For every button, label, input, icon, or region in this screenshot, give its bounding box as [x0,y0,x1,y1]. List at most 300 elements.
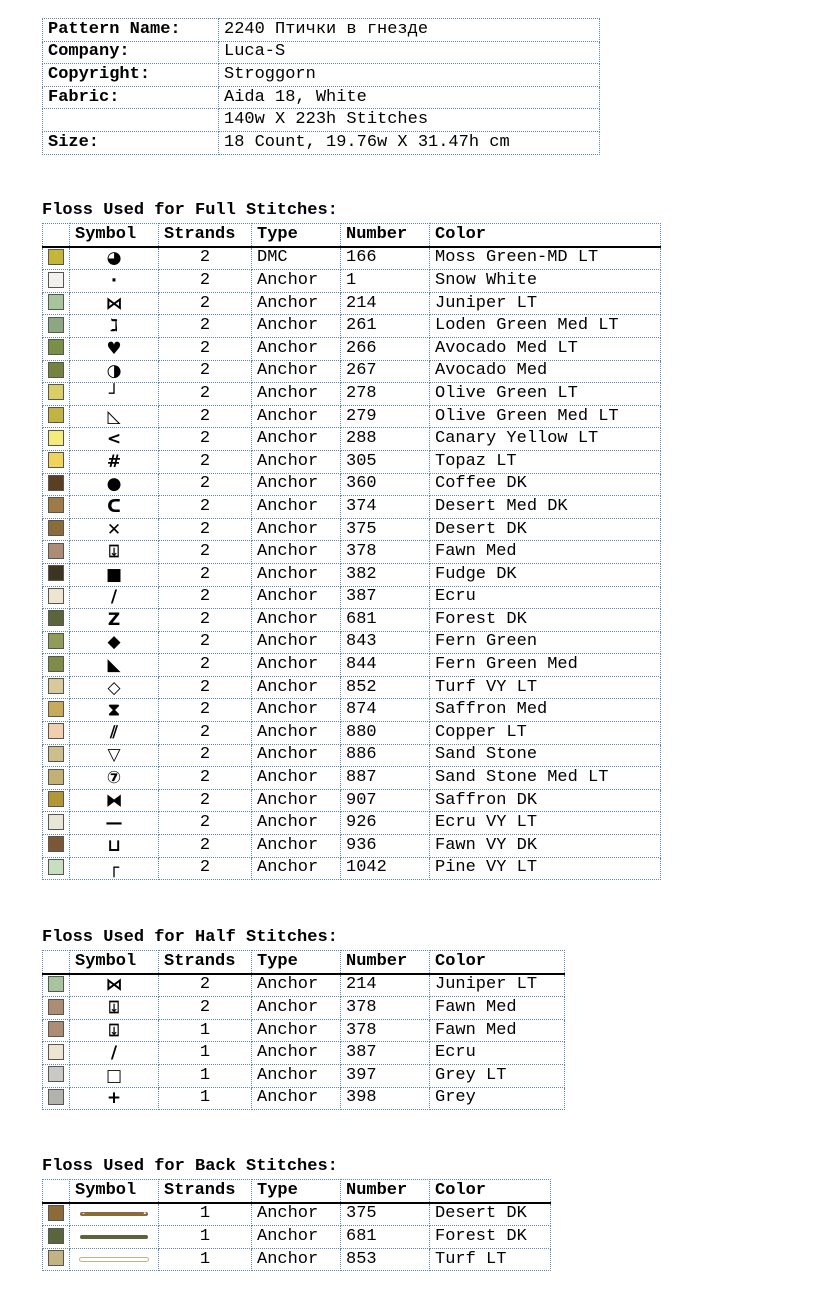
table-row [43,1042,565,1065]
strands-cell: 2 [159,676,252,699]
color-name-cell: Topaz LT [430,450,661,473]
type-header: Type [252,1180,341,1203]
swatch-cell [43,857,70,880]
number-cell: 214 [341,292,430,315]
color-swatch [48,497,64,513]
color-name-cell: Olive Green LT [430,383,661,406]
strands-cell: 2 [159,857,252,880]
number-cell: 844 [341,654,430,677]
strands-cell: 1 [159,1248,252,1271]
type-cell: Anchor [252,315,341,338]
type-cell: Anchor [252,1019,341,1042]
symbol-cell: ℷ [70,315,159,338]
back-stitches-table [42,1179,551,1271]
info-label: Size: [43,131,219,154]
swatch-cell [43,1248,70,1271]
swatch-cell [43,812,70,835]
swatch-cell [43,609,70,632]
swatch-cell [43,518,70,541]
table-row [43,609,661,632]
color-swatch [48,407,64,423]
swatch-cell [43,767,70,790]
table-row [43,974,565,997]
symbol-cell: # [70,450,159,473]
strands-header: Strands [159,951,252,974]
color-swatch [48,999,64,1015]
symbol-cell: ⋈ [70,974,159,997]
number-cell: 374 [341,496,430,519]
table-row [43,247,661,270]
symbol-cell: ♥ [70,337,159,360]
swatch-cell [43,247,70,270]
color-swatch [48,249,64,265]
color-swatch [48,723,64,739]
color-swatch [48,1228,64,1244]
type-cell: Anchor [252,541,341,564]
number-cell: 279 [341,405,430,428]
strands-cell: 2 [159,428,252,451]
number-cell: 375 [341,1203,430,1226]
table-row [43,1226,551,1249]
half-stitches-table [42,950,565,1110]
type-cell: Anchor [252,496,341,519]
color-name-cell: Sand Stone Med LT [430,767,661,790]
color-name-cell: Coffee DK [430,473,661,496]
number-cell: 387 [341,586,430,609]
table-row [43,767,661,790]
pattern-info-table [42,18,600,155]
back-stitches-title: Floss Used for Back Stitches: [42,1157,338,1176]
info-row [43,131,600,154]
table-row [43,676,661,699]
table-header [43,951,565,974]
color-name-cell: Juniper LT [430,292,661,315]
symbol-cell: / [70,586,159,609]
table-row [43,1019,565,1042]
symbol-cell: ┘ [70,383,159,406]
info-row [43,41,600,64]
table-row [43,496,661,519]
color-swatch [48,1250,64,1266]
color-swatch [48,746,64,762]
number-cell: 278 [341,383,430,406]
type-cell: Anchor [252,997,341,1020]
backstitch-line-icon [79,1257,149,1262]
table-row [43,744,661,767]
color-swatch [48,836,64,852]
symbol-cell: □ [70,1064,159,1087]
type-cell: Anchor [252,722,341,745]
strands-cell: 2 [159,722,252,745]
number-cell: 378 [341,1019,430,1042]
info-row [43,86,600,109]
type-cell: Anchor [252,473,341,496]
swatch-cell [43,1203,70,1226]
number-cell: 382 [341,563,430,586]
color-swatch [48,362,64,378]
type-cell: Anchor [252,789,341,812]
type-cell: Anchor [252,450,341,473]
symbol-cell: ◇ [70,676,159,699]
color-swatch [48,384,64,400]
color-name-cell: Juniper LT [430,974,565,997]
symbol-cell: ⧗ [70,699,159,722]
number-cell: 378 [341,541,430,564]
swatch-cell [43,315,70,338]
color-name-cell: Fawn VY DK [430,835,661,858]
number-header: Number [341,224,430,247]
color-header: Color [430,224,661,247]
swatch-cell [43,405,70,428]
number-cell: 880 [341,722,430,745]
info-value: 140w X 223h Stitches [219,109,600,132]
color-swatch [48,678,64,694]
symbol-cell: Z [70,609,159,632]
color-swatch [48,1021,64,1037]
strands-cell: 2 [159,337,252,360]
table-row [43,337,661,360]
table-row [43,383,661,406]
swatch-cell [43,496,70,519]
color-name-cell: Turf LT [430,1248,551,1271]
strands-cell: 2 [159,744,252,767]
strands-cell: 1 [159,1042,252,1065]
type-cell: Anchor [252,654,341,677]
number-cell: 886 [341,744,430,767]
type-cell: Anchor [252,1064,341,1087]
symbol-cell: + [70,1087,159,1110]
number-cell: 1042 [341,857,430,880]
color-swatch [48,610,64,626]
swatch-cell [43,1226,70,1249]
type-header: Type [252,224,341,247]
color-swatch [48,339,64,355]
color-swatch [48,272,64,288]
color-swatch [48,769,64,785]
type-cell: Anchor [252,812,341,835]
color-swatch [48,701,64,717]
table-row [43,722,661,745]
strands-cell: 2 [159,563,252,586]
color-name-cell: Forest DK [430,609,661,632]
color-name-cell: Fern Green [430,631,661,654]
strands-cell: 2 [159,496,252,519]
strands-cell: 2 [159,974,252,997]
table-row [43,292,661,315]
number-cell: 936 [341,835,430,858]
color-swatch [48,430,64,446]
table-row [43,1087,565,1110]
color-swatch [48,976,64,992]
symbol-cell: ⊔ [70,835,159,858]
strands-cell: 2 [159,654,252,677]
symbol-cell: / [70,1042,159,1065]
table-row [43,270,661,293]
symbol-header: Symbol [70,224,159,247]
color-name-cell: Grey [430,1087,565,1110]
number-cell: 926 [341,812,430,835]
table-row [43,997,565,1020]
number-cell: 378 [341,997,430,1020]
number-cell: 397 [341,1064,430,1087]
type-cell: Anchor [252,563,341,586]
type-cell: Anchor [252,383,341,406]
swatch-cell [43,360,70,383]
strands-cell: 2 [159,631,252,654]
color-name-cell: Copper LT [430,722,661,745]
number-cell: 288 [341,428,430,451]
info-label: Company: [43,41,219,64]
strands-header: Strands [159,224,252,247]
type-cell: Anchor [252,974,341,997]
table-header [43,224,661,247]
color-swatch [48,543,64,559]
color-name-cell: Desert Med DK [430,496,661,519]
swatch-cell [43,586,70,609]
symbol-cell: ◕ [70,247,159,270]
table-row [43,789,661,812]
swatch-cell [43,563,70,586]
info-label [43,109,219,132]
symbol-cell: ◆ [70,631,159,654]
strands-cell: 1 [159,1019,252,1042]
number-cell: 843 [341,631,430,654]
table-row [43,360,661,383]
color-name-cell: Loden Green Med LT [430,315,661,338]
color-swatch [48,588,64,604]
number-cell: 360 [341,473,430,496]
symbol-cell: ᑕ [70,496,159,519]
number-cell: 261 [341,315,430,338]
table-row [43,857,661,880]
symbol-cell: ⫽ [70,722,159,745]
table-row [43,631,661,654]
type-cell: Anchor [252,360,341,383]
color-name-cell: Pine VY LT [430,857,661,880]
info-value: 2240 Птички в гнезде [219,19,600,42]
color-swatch [48,452,64,468]
symbol-cell: ◺ [70,405,159,428]
symbol-cell: ◑ [70,360,159,383]
symbol-cell: < [70,428,159,451]
swatch-cell [43,744,70,767]
symbol-cell: ■ [70,563,159,586]
number-cell: 387 [341,1042,430,1065]
type-cell: Anchor [252,631,341,654]
backstitch-line-icon [80,1212,148,1216]
color-name-cell: Fern Green Med [430,654,661,677]
symbol-cell: ◣ [70,654,159,677]
color-swatch [48,317,64,333]
table-row [43,428,661,451]
strands-cell: 2 [159,270,252,293]
color-name-cell: Ecru VY LT [430,812,661,835]
type-cell: Anchor [252,1203,341,1226]
full-stitches-table [42,223,661,880]
color-name-cell: Ecru [430,586,661,609]
backstitch-line-icon [80,1235,148,1239]
color-name-cell: Olive Green Med LT [430,405,661,428]
symbol-cell: ⋈ [70,292,159,315]
strands-cell: 2 [159,360,252,383]
number-cell: 267 [341,360,430,383]
color-name-cell: Fawn Med [430,541,661,564]
strands-cell: 2 [159,405,252,428]
info-row [43,109,600,132]
table-row [43,1064,565,1087]
type-cell: Anchor [252,1087,341,1110]
type-cell: Anchor [252,1226,341,1249]
color-name-cell: Desert DK [430,1203,551,1226]
color-name-cell: Fawn Med [430,1019,565,1042]
color-swatch [48,565,64,581]
color-name-cell: Snow White [430,270,661,293]
swatch-cell [43,337,70,360]
full-stitches-title: Floss Used for Full Stitches: [42,201,338,220]
info-label: Copyright: [43,64,219,87]
info-value: Aida 18, White [219,86,600,109]
color-swatch [48,1044,64,1060]
color-name-cell: Avocado Med LT [430,337,661,360]
number-header: Number [341,1180,430,1203]
strands-cell: 2 [159,812,252,835]
type-cell: Anchor [252,518,341,541]
type-header: Type [252,951,341,974]
table-row [43,315,661,338]
swatch-cell [43,1042,70,1065]
type-cell: Anchor [252,292,341,315]
color-name-cell: Turf VY LT [430,676,661,699]
table-row [43,1248,551,1271]
symbol-cell: ⍗ [70,1019,159,1042]
table-row [43,654,661,677]
strands-cell: 2 [159,292,252,315]
strands-cell: 2 [159,789,252,812]
strands-cell: 2 [159,315,252,338]
table-header [43,1180,551,1203]
color-swatch [48,814,64,830]
symbol-cell: ⧓ [70,789,159,812]
symbol-cell: — [70,812,159,835]
strands-cell: 2 [159,383,252,406]
swatch-cell [43,541,70,564]
number-cell: 1 [341,270,430,293]
strands-cell: 2 [159,767,252,790]
type-cell: Anchor [252,744,341,767]
color-name-cell: Fudge DK [430,563,661,586]
color-name-cell: Saffron DK [430,789,661,812]
type-cell: Anchor [252,609,341,632]
type-cell: Anchor [252,767,341,790]
symbol-cell: ✕ [70,518,159,541]
color-swatch [48,1089,64,1105]
color-name-cell: Fawn Med [430,997,565,1020]
strands-cell: 1 [159,1203,252,1226]
half-stitches-title: Floss Used for Half Stitches: [42,928,338,947]
type-cell: Anchor [252,1248,341,1271]
strands-cell: 1 [159,1226,252,1249]
strands-cell: 1 [159,1087,252,1110]
color-name-cell: Saffron Med [430,699,661,722]
info-label: Pattern Name: [43,19,219,42]
number-cell: 853 [341,1248,430,1271]
color-swatch [48,475,64,491]
color-name-cell: Moss Green-MD LT [430,247,661,270]
info-row [43,64,600,87]
symbol-cell: ⑦ [70,767,159,790]
symbol-header: Symbol [70,951,159,974]
color-swatch [48,859,64,875]
color-name-cell: Sand Stone [430,744,661,767]
swatch-cell [43,654,70,677]
swatch-cell [43,1019,70,1042]
number-cell: 375 [341,518,430,541]
symbol-cell: ┌ [70,857,159,880]
number-cell: 887 [341,767,430,790]
color-swatch [48,294,64,310]
swatch-cell [43,270,70,293]
color-swatch [48,1205,64,1221]
number-cell: 907 [341,789,430,812]
symbol-cell [70,1203,159,1226]
type-cell: Anchor [252,337,341,360]
swatch-cell [43,1087,70,1110]
type-cell: Anchor [252,699,341,722]
table-row [43,835,661,858]
number-cell: 681 [341,1226,430,1249]
color-name-cell: Ecru [430,1042,565,1065]
swatch-cell [43,631,70,654]
swatch-cell [43,789,70,812]
color-name-cell: Desert DK [430,518,661,541]
strands-cell: 2 [159,835,252,858]
strands-cell: 2 [159,699,252,722]
table-row [43,812,661,835]
symbol-cell [70,1226,159,1249]
type-cell: Anchor [252,676,341,699]
symbol-cell: ● [70,473,159,496]
symbol-cell: ⍗ [70,997,159,1020]
swatch-cell [43,1064,70,1087]
info-row [43,19,600,42]
symbol-cell: · [70,270,159,293]
strands-cell: 2 [159,586,252,609]
type-cell: Anchor [252,835,341,858]
type-cell: Anchor [252,270,341,293]
color-name-cell: Canary Yellow LT [430,428,661,451]
table-row [43,699,661,722]
table-row [43,563,661,586]
type-cell: Anchor [252,428,341,451]
type-cell: Anchor [252,857,341,880]
color-swatch [48,520,64,536]
strands-header: Strands [159,1180,252,1203]
number-cell: 214 [341,974,430,997]
type-cell: DMC [252,247,341,270]
swatch-cell [43,473,70,496]
symbol-cell: ⍗ [70,541,159,564]
table-row [43,518,661,541]
symbol-header: Symbol [70,1180,159,1203]
color-name-cell: Forest DK [430,1226,551,1249]
type-cell: Anchor [252,1042,341,1065]
number-cell: 874 [341,699,430,722]
swatch-cell [43,428,70,451]
number-cell: 852 [341,676,430,699]
swatch-cell [43,722,70,745]
table-row [43,473,661,496]
strands-cell: 2 [159,997,252,1020]
